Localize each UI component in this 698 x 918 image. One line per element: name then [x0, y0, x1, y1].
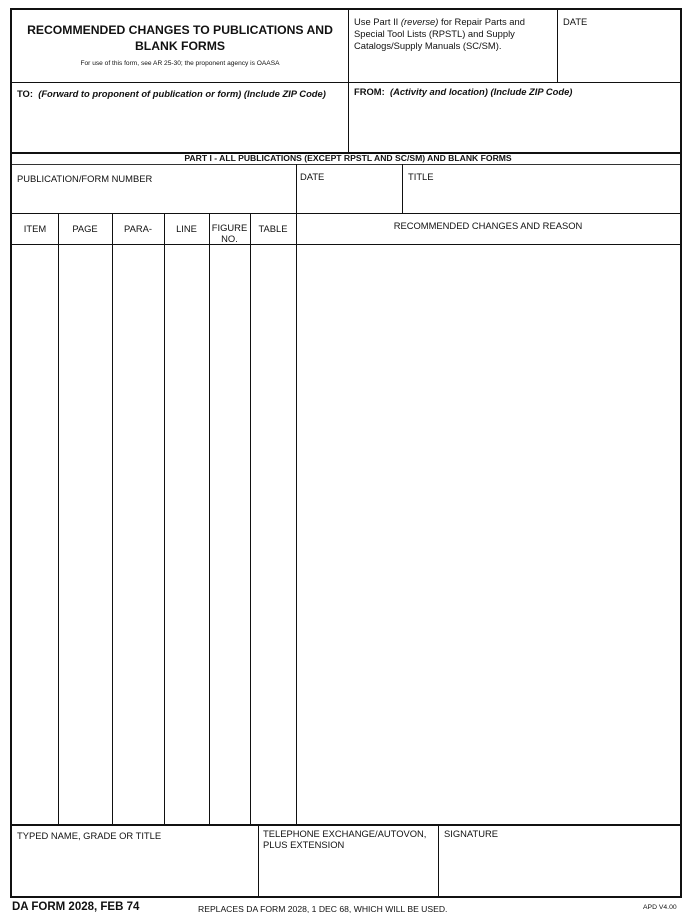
table-column-field[interactable] — [252, 247, 294, 822]
signature-field[interactable] — [440, 842, 680, 896]
page-column-field[interactable] — [60, 247, 110, 822]
column-header-item: ITEM — [23, 223, 47, 234]
publication-date-field[interactable] — [298, 184, 400, 212]
from-address-field[interactable] — [350, 100, 680, 152]
replaces-note: REPLACES DA FORM 2028, 1 DEC 68, WHICH WILL BE USED. — [198, 904, 448, 914]
column-header-line: LINE — [176, 223, 197, 234]
header-date-label: DATE — [563, 16, 588, 27]
from-label: FROM: (Activity and location) (Include ZIP Code) — [354, 86, 573, 97]
form-title: RECOMMENDED CHANGES TO PUBLICATIONS AND BLANK FORMS — [27, 23, 333, 53]
telephone-label: TELEPHONE EXCHANGE/AUTOVON, PLUS EXTENSION — [263, 828, 427, 850]
typed-name-field[interactable] — [14, 844, 256, 896]
publication-date-label: DATE — [300, 171, 325, 182]
da-form-2028 — [10, 8, 682, 898]
column-header-para: PARA- — [124, 223, 152, 234]
use-part-ii-note: Use Part II (reverse) for Repair Parts and Special Tool Lists (RPSTL) and Supply Catalogs/Supply Manuals (SC/SM). — [354, 16, 525, 52]
publication-number-field[interactable] — [14, 186, 294, 212]
telephone-field[interactable] — [260, 852, 436, 896]
part-i-heading: PART I - ALL PUBLICATIONS (EXCEPT RPSTL AND SC/SM) AND BLANK FORMS — [184, 153, 512, 163]
column-header-table: TABLE — [258, 223, 288, 234]
publication-title-label: TITLE — [408, 171, 434, 182]
header-date-field[interactable] — [559, 30, 681, 78]
publication-title-field[interactable] — [404, 184, 680, 212]
publication-number-label: PUBLICATION/FORM NUMBER — [17, 173, 153, 184]
figure-column-field[interactable] — [211, 247, 248, 822]
column-header-figure: FIGURE NO. — [211, 222, 248, 244]
to-address-field[interactable] — [14, 102, 346, 152]
form-id: DA FORM 2028, FEB 74 — [12, 901, 140, 913]
signature-label: SIGNATURE — [444, 828, 498, 839]
column-header-changes: RECOMMENDED CHANGES AND REASON — [393, 220, 583, 231]
para-column-field[interactable] — [114, 247, 162, 822]
to-label: TO: (Forward to proponent of publication or form) (Include ZIP Code) — [17, 88, 326, 99]
form-version: APD V4.00 — [643, 904, 677, 911]
column-header-page: PAGE — [72, 223, 98, 234]
line-column-field[interactable] — [166, 247, 207, 822]
form-use-note: For use of this form, see AR 25-30; the proponent agency is OAASA — [80, 60, 280, 67]
recommended-changes-field[interactable] — [298, 247, 680, 822]
typed-name-label: TYPED NAME, GRADE OR TITLE — [17, 830, 162, 841]
item-column-field[interactable] — [14, 247, 56, 822]
